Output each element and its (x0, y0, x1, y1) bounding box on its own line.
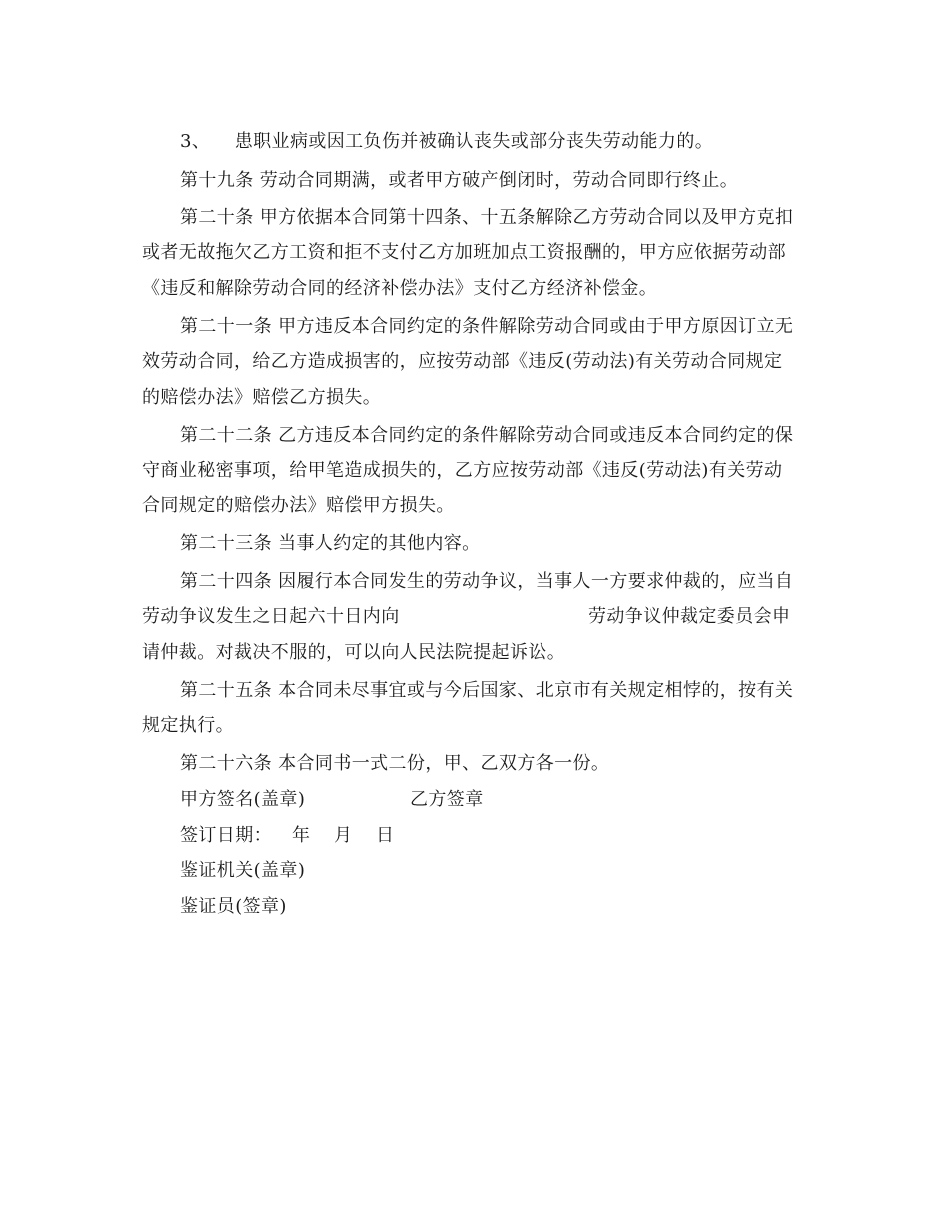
list-item-3: 3、 患职业病或因工负伤并被确认丧失或部分丧失劳动能力的。 (180, 131, 714, 152)
article-24-line-2b: 劳动争议仲裁定委员会申 (588, 606, 791, 627)
party-a-signature: 甲方签名(盖章) (180, 789, 306, 810)
article-19: 第十九条 劳动合同期满，或者甲方破产倒闭时，劳动合同即行终止。 (180, 170, 739, 191)
article-23: 第二十三条 当事人约定的其他内容。 (180, 533, 481, 554)
signing-date-label: 签订日期： (180, 825, 272, 846)
article-24-line-1: 第二十四条 因履行本合同发生的劳动争议，当事人一方要求仲裁的，应当自 (180, 571, 794, 592)
article-20-line-3: 《违反和解除劳动合同的经济补偿办法》支付乙方经济补偿金。 (142, 278, 658, 299)
article-26: 第二十六条 本合同书一式二份，甲、乙双方各一份。 (180, 753, 610, 774)
signing-date-year: 年 (292, 825, 311, 846)
article-25-line-2: 规定执行。 (142, 715, 234, 736)
article-21-line-2: 效劳动合同，给乙方造成损害的，应按劳动部《违反(劳动法)有关劳动合同规定 (142, 351, 783, 372)
article-22-line-3: 合同规定的赔偿办法》赔偿甲方损失。 (142, 495, 455, 516)
article-22-line-2: 守商业秘密事项，给甲笔造成损失的，乙方应按劳动部《违反(劳动法)有关劳动 (142, 460, 783, 481)
article-24-line-3: 请仲裁。对裁决不服的，可以向人民法院提起诉讼。 (142, 642, 566, 663)
article-20-line-1: 第二十条 甲方依据本合同第十四条、十五条解除乙方劳动合同以及甲方克扣 (180, 207, 794, 228)
article-24-line-2a: 劳动争议发生之日起六十日内向 (142, 606, 400, 627)
article-20-line-2: 或者无故拖欠乙方工资和拒不支付乙方加班加点工资报酬的，甲方应依据劳动部 (142, 242, 786, 263)
signing-date-month: 月 (334, 825, 353, 846)
article-21-line-1: 第二十一条 甲方违反本合同约定的条件解除劳动合同或由于甲方原因订立无 (180, 316, 794, 337)
article-22-line-1: 第二十二条 乙方违反本合同约定的条件解除劳动合同或违反本合同约定的保 (180, 425, 794, 446)
article-25-line-1: 第二十五条 本合同未尽事宜或与今后国家、北京市有关规定相悖的，按有关 (180, 680, 794, 701)
signing-date-day: 日 (376, 825, 395, 846)
authentication-officer: 鉴证员(签章) (180, 896, 287, 917)
article-21-line-3: 的赔偿办法》赔偿乙方损失。 (142, 387, 382, 408)
party-b-signature: 乙方签章 (410, 789, 484, 810)
authentication-authority: 鉴证机关(盖章) (180, 860, 306, 881)
